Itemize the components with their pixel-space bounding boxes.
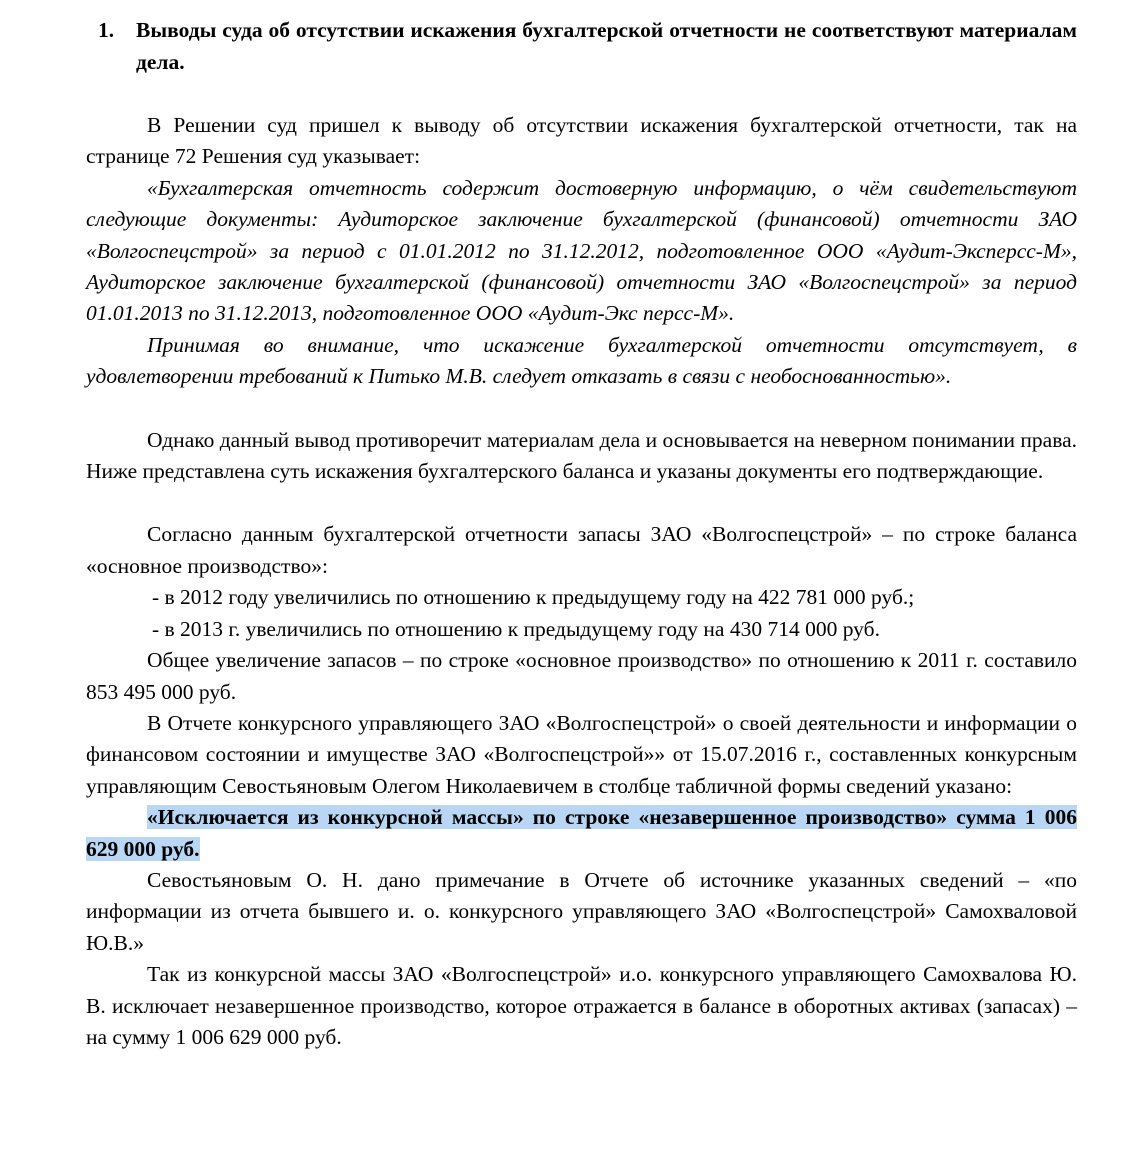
document-page — [86, 14, 1077, 1053]
list-item-2013: - в 2013 г. увеличились по отношению к предыдущему году на 430 714 000 руб. — [152, 616, 880, 641]
paragraph-note: Севостьяновым О. Н. дано примечание в Отчете об источнике указанных сведений – «по информации из отчета бывшего и. о. конкурсного управляющего ЗАО «Волгоспецстрой» Самохваловой Ю.В.» — [86, 867, 1077, 955]
paragraph-highlighted-excluded — [86, 802, 1077, 865]
spacer — [86, 393, 1077, 425]
paragraph-balance-data: Согласно данным бухгалтерской отчетности запасы ЗАО «Волгоспецстрой» – по строке баланса «основное производство»: — [86, 522, 1077, 578]
spacer — [86, 78, 1077, 110]
paragraph-exclusion: Так из конкурсной массы ЗАО «Волгоспецстрой» и.о. конкурсного управляющего Самохвалова Ю. В. исключает незавершенное производство, которое отражается в балансе в оборотных активах (запасах) – на сумму 1 006 629 000 руб. — [86, 962, 1077, 1049]
paragraph-court-conclusion: В Решении суд пришел к выводу об отсутствии искажения бухгалтерской отчетности, так на странице 72 Решения суд указывает: — [86, 113, 1077, 169]
heading-number: 1. — [98, 18, 115, 42]
paragraph-total-increase: Общее увеличение запасов – по строке «основное производство» по отношению к 2011 г. составило 853 495 000 руб. — [86, 648, 1077, 704]
highlighted-text: «Исключается из конкурсной массы» по строке «незавершенное производство» сумма 1 006 629 000 руб. — [86, 805, 1077, 861]
quote-audit-reports: «Бухгалтерская отчетность содержит достоверную информацию, о чём свидетельствуют следующие документы: Аудиторское заключение бухгалтерской (финансовой) отчетности ЗАО «Волгоспецстрой» за период с 01.01.2012 по 31.12.2012, подготовленное ООО «Аудит-Эксперсс-М», Аудиторское заключение бухгалтерской (финансовой) отчетности ЗАО «Волгоспецстрой» за период 01.01.2013 по 31.12.2013, подготовленное ООО «Аудит-Экс персс-М». — [86, 175, 1077, 326]
heading-text: Выводы суда об отсутствии искажения бухгалтерской отчетности не соответствуют материалам дела. — [136, 18, 1077, 74]
section-heading — [86, 14, 1077, 78]
spacer — [86, 487, 1077, 519]
quote-court-ruling: Принимая во внимание, что искажение бухгалтерской отчетности отсутствует, в удовлетворении требований к Питько М.В. следует отказать в связи с необоснованностью». — [86, 332, 1077, 389]
paragraph-contradiction: Однако данный вывод противоречит материалам дела и основывается на неверном понимании права. Ниже представлена суть искажения бухгалтерского баланса и указаны документы его подтверждающие. — [86, 427, 1077, 484]
paragraph-manager-report: В Отчете конкурсного управляющего ЗАО «Волгоспецстрой» о своей деятельности и информации о финансовом состоянии и имуществе ЗАО «Волгоспецстрой»» от 15.07.2016 г., составленных конкурсным управляющим Севостьяновым Олегом Николаевичем в столбце табличной формы сведений указано: — [86, 710, 1077, 798]
list-item-2012: - в 2012 году увеличились по отношению к предыдущему году на 422 781 000 руб.; — [152, 585, 915, 610]
